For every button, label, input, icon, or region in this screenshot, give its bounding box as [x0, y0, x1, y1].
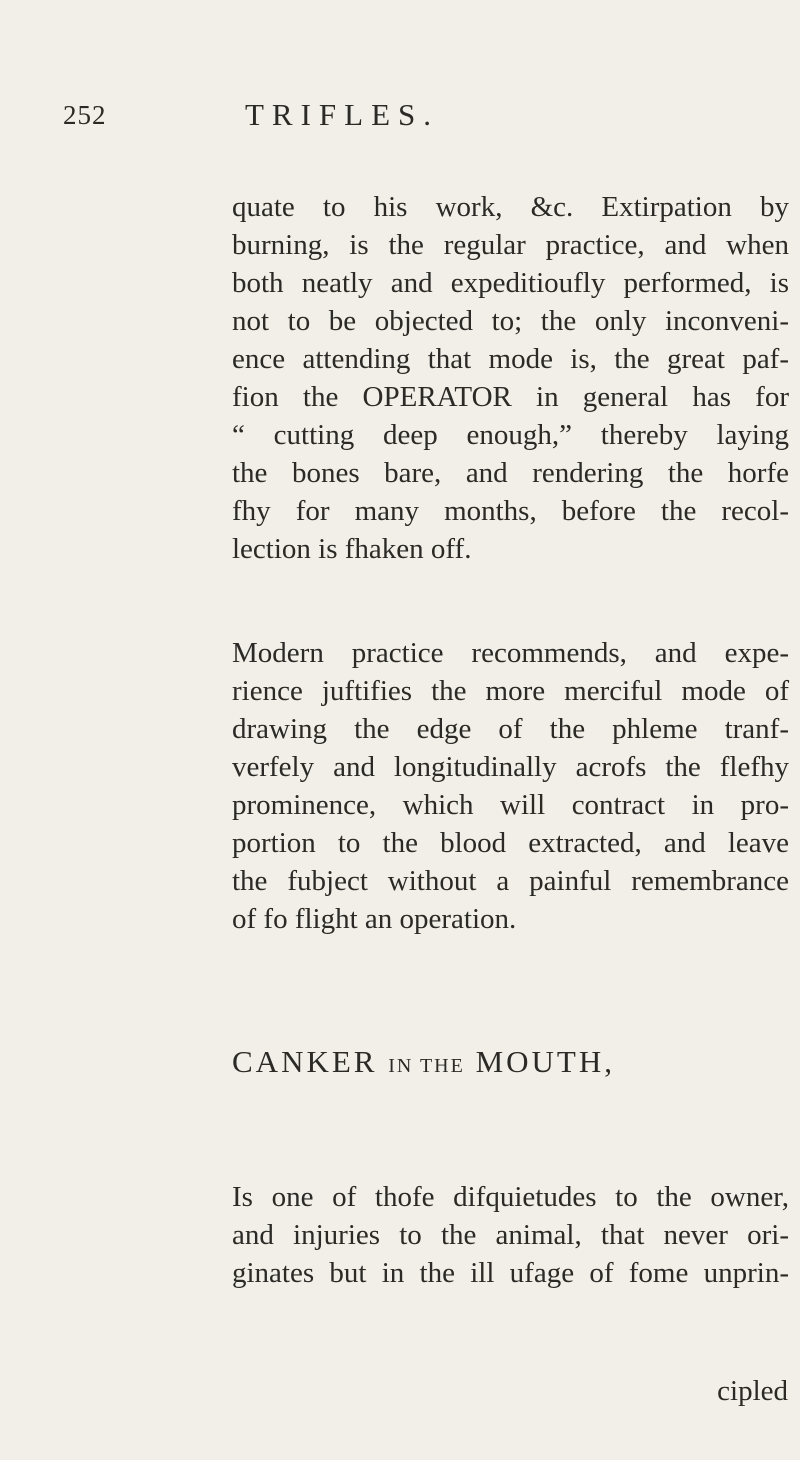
section-heading [232, 1044, 792, 1080]
page-header [63, 97, 763, 140]
text-line: quate to his work, &c. Extirpation by [232, 191, 789, 223]
text-line: both neatly and expeditioufly performed, is [232, 267, 789, 299]
text-line: ence attending that mode is, the great paf- [232, 343, 789, 375]
text-line: the fubject without a painful remembrance [232, 865, 789, 897]
text-line: fhy for many months, before the recol- [232, 495, 789, 527]
text-line: lection is fhaken off. [232, 533, 472, 565]
running-title: TRIFLES. [245, 97, 440, 132]
text-line: and injuries to the animal, that never ori- [232, 1219, 789, 1251]
heading-part-3: MOUTH, [475, 1044, 615, 1079]
heading-part-1: CANKER [232, 1044, 378, 1079]
text-line: Modern practice recommends, and expe- [232, 637, 789, 669]
text-line: drawing the edge of the phleme tranf- [232, 713, 789, 745]
text-line: not to be objected to; the only inconveni- [232, 305, 789, 337]
text-line: the bones bare, and rendering the horfe [232, 457, 789, 489]
text-line: rience juftifies the more merciful mode of [232, 675, 789, 707]
text-line: ginates but in the ill ufage of fome unprin- [232, 1257, 789, 1289]
text-line: of fo flight an operation. [232, 903, 517, 935]
text-line: fion the OPERATOR in general has for [232, 381, 789, 413]
text-line: Is one of thofe difquietudes to the owner, [232, 1181, 789, 1213]
text-line: burning, is the regular practice, and when [232, 229, 789, 261]
page-number: 252 [63, 100, 107, 130]
text-line: verfely and longitudinally acrofs the flefhy [232, 751, 789, 783]
heading-part-2: IN THE [388, 1055, 465, 1077]
text-line: prominence, which will contract in pro- [232, 789, 789, 821]
text-line: “ cutting deep enough,” thereby laying [232, 419, 789, 451]
catchword: cipled [717, 1375, 788, 1407]
text-line: portion to the blood extracted, and leave [232, 827, 789, 859]
